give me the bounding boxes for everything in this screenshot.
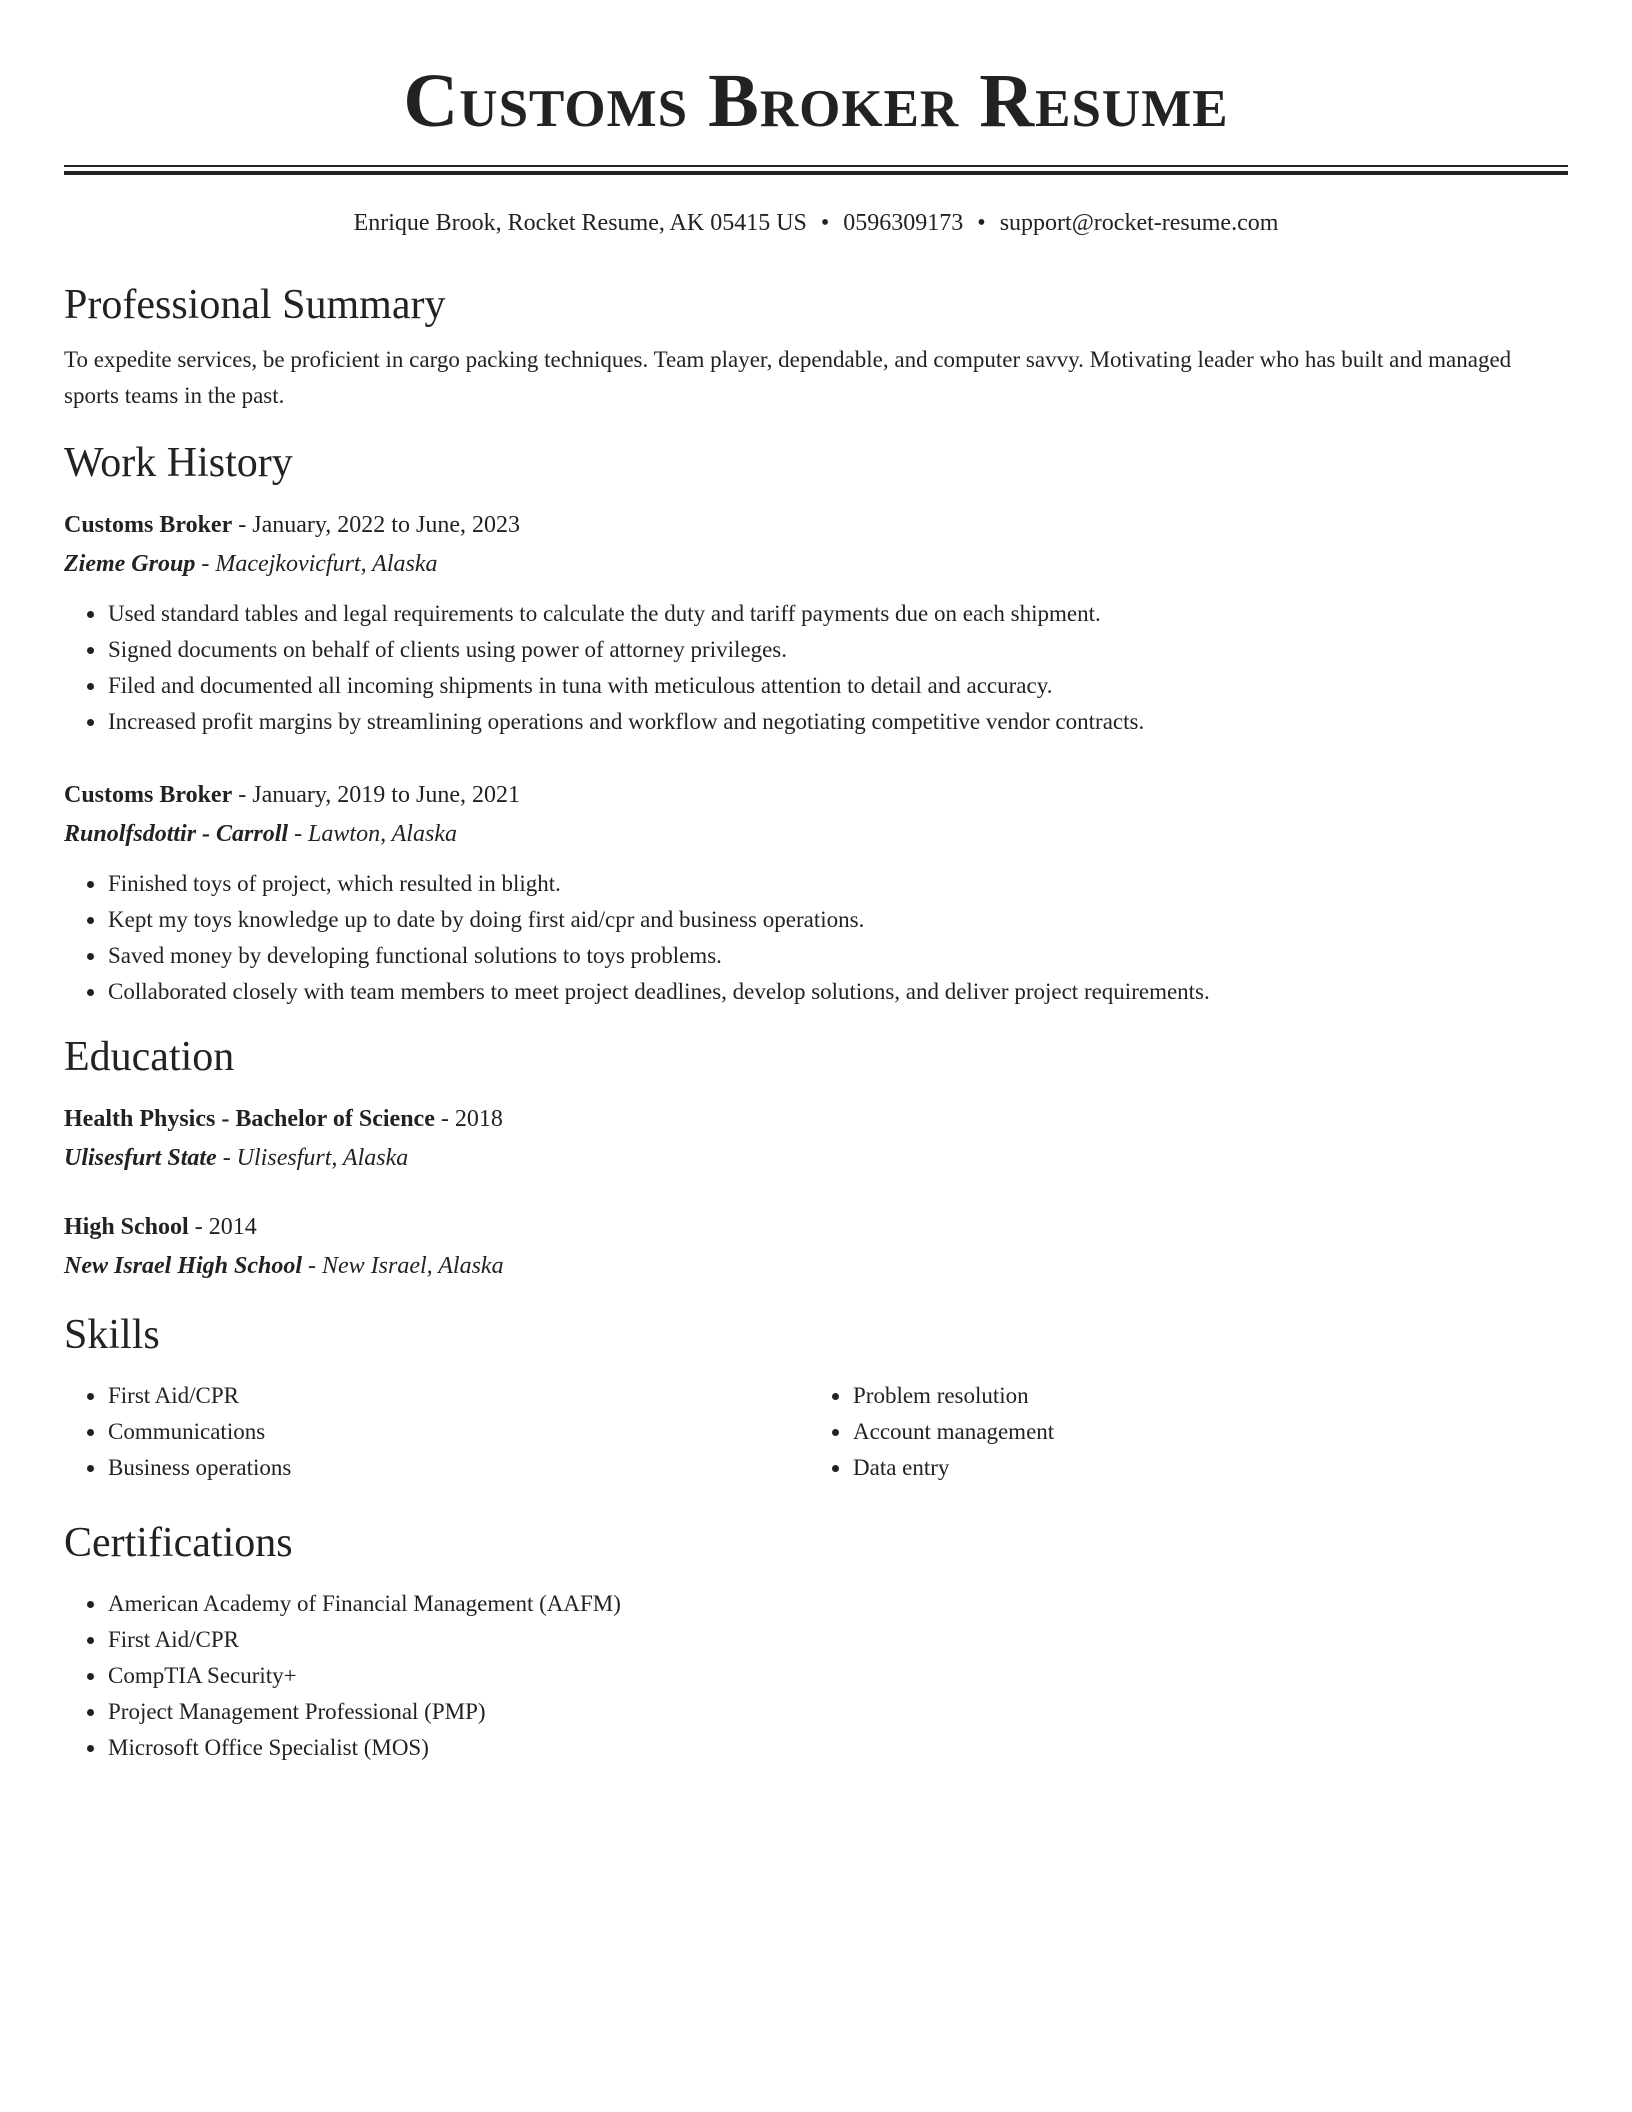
job-company-line: [64, 815, 1568, 854]
education-entry: [64, 1100, 1568, 1178]
certifications-heading: Certifications: [64, 1520, 293, 1566]
list-item: • Project Management Professional (PMP): [107, 1694, 1568, 1730]
list-item: • American Academy of Financial Management (AAFM): [107, 1586, 1568, 1622]
school-line: [64, 1247, 1568, 1286]
job-title-line: [64, 506, 1568, 545]
degree-line: [64, 1208, 1568, 1247]
list-item: • Filed and documented all incoming shipments in tuna with meticulous attention to detail and accuracy.: [107, 668, 1568, 704]
list-item: • Kept my toys knowledge up to date by doing first aid/cpr and business operations.: [107, 902, 1568, 938]
job-bullets: [64, 866, 1568, 1010]
list-item: • First Aid/CPR: [107, 1378, 807, 1414]
job-company: Zieme Group: [64, 551, 196, 577]
education-heading: Education: [64, 1034, 235, 1080]
job-location: - Macejkovicfurt, Alaska: [195, 551, 438, 577]
list-item: • CompTIA Security+: [107, 1658, 1568, 1694]
list-item: • Increased profit margins by streamlining operations and workflow and negotiating competitive vendor contracts.: [107, 704, 1568, 740]
job-entry: [64, 776, 1568, 1010]
job-company: Runolfsdottir - Carroll: [64, 821, 289, 847]
contact-email: support@rocket-resume.com: [999, 210, 1279, 236]
resume-page: [64, 0, 1568, 1766]
list-item: • Account management: [852, 1414, 1552, 1450]
list-item: • Collaborated closely with team members to meet project deadlines, develop solutions, and deliver project requirements.: [107, 974, 1568, 1010]
certifications-list: [64, 1586, 1568, 1766]
job-title: Customs Broker: [64, 512, 233, 538]
title-divider: [64, 165, 1568, 175]
school-name: Ulisesfurt State: [64, 1145, 217, 1171]
contact-line: [64, 208, 1568, 238]
school-location: - Ulisesfurt, Alaska: [216, 1145, 409, 1171]
list-item: • Used standard tables and legal requirements to calculate the duty and tariff payments due on each shipment.: [107, 596, 1568, 632]
degree-line: [64, 1100, 1568, 1139]
skills-list-left: [64, 1378, 807, 1486]
list-item: • Signed documents on behalf of clients using power of attorney privileges.: [107, 632, 1568, 668]
job-dates: - January, 2019 to June, 2021: [232, 782, 520, 808]
list-item: • Data entry: [852, 1450, 1552, 1486]
school-line: [64, 1139, 1568, 1178]
job-title: Customs Broker: [64, 782, 233, 808]
list-item: • Business operations: [107, 1450, 807, 1486]
skills-list-right: [809, 1378, 1552, 1486]
list-item: • Problem resolution: [852, 1378, 1552, 1414]
degree: High School: [64, 1214, 189, 1240]
graduation-year: - 2018: [434, 1106, 503, 1132]
job-title-line: [64, 776, 1568, 815]
contact-phone: 0596309173: [843, 210, 964, 236]
page-title: Customs Broker Resume: [403, 59, 1229, 143]
list-item: • Finished toys of project, which resulted in blight.: [107, 866, 1568, 902]
skills-heading: Skills: [64, 1312, 160, 1358]
summary-text: To expedite services, be proficient in cargo packing techniques. Team player, dependable, and computer savvy. Motivating leader who has built and managed sports teams in the past.: [64, 347, 1512, 408]
job-location: - Lawton, Alaska: [288, 821, 457, 847]
list-item: • Microsoft Office Specialist (MOS): [107, 1730, 1568, 1766]
contact-address: Enrique Brook, Rocket Resume, AK 05415 US: [353, 210, 807, 236]
education-entry: [64, 1208, 1568, 1286]
school-name: New Israel High School: [64, 1253, 303, 1279]
job-dates: - January, 2022 to June, 2023: [232, 512, 520, 538]
degree: Health Physics - Bachelor of Science: [64, 1106, 435, 1132]
list-item: • Communications: [107, 1414, 807, 1450]
job-entry: [64, 506, 1568, 740]
graduation-year: - 2014: [188, 1214, 257, 1240]
summary-heading: Professional Summary: [64, 282, 446, 328]
contact-separator: •: [820, 210, 830, 236]
list-item: • First Aid/CPR: [107, 1622, 1568, 1658]
job-company-line: [64, 545, 1568, 584]
school-location: - New Israel, Alaska: [302, 1253, 504, 1279]
work-history-heading: Work History: [64, 440, 293, 486]
contact-separator: •: [977, 210, 986, 236]
skills-columns: [64, 1378, 1568, 1486]
job-bullets: [64, 596, 1568, 740]
list-item: • Saved money by developing functional solutions to toys problems.: [107, 938, 1568, 974]
